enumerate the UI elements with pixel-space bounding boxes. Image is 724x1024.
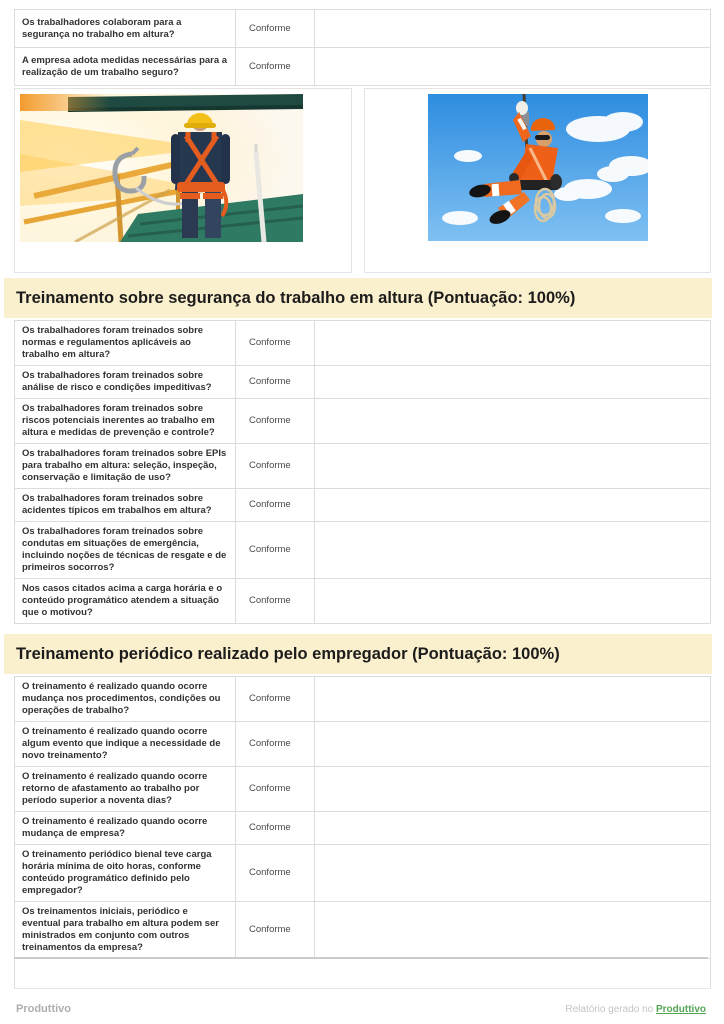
empty-table-tail [14,959,711,989]
answer-text: Conforme [249,460,291,471]
answer-text: Conforme [249,822,291,833]
table-row [15,444,710,489]
question-text: Os trabalhadores foram treinados sobre análise de risco e condições impeditivas? [22,370,212,393]
notes-cell [315,489,710,521]
section-title: Treinamento sobre segurança do trabalho em altura (Pontuação: 100%) [4,278,712,318]
notes-cell [315,444,710,488]
checklist-table-top [14,9,711,86]
answer-text: Conforme [249,867,291,878]
question-text: O treinamento é realizado quando ocorre mudança nos procedimentos, condições ou operações de trabalho? [22,681,221,716]
table-row [15,48,710,86]
question-text: Os trabalhadores foram treinados sobre EPIs para trabalho em altura: seleção, inspeção, conservação e limitação de uso? [22,448,227,483]
table-row [15,399,710,444]
notes-cell [315,579,710,623]
notes-cell [315,722,710,766]
table-row [15,812,710,845]
produttivo-link[interactable]: Produttivo [656,1004,706,1015]
photo-worker-scaffold [20,94,303,242]
answer-text: Conforme [249,499,291,510]
notes-cell [315,812,710,844]
notes-cell [315,48,710,85]
question-text: Os trabalhadores foram treinados sobre normas e regulamentos aplicáveis ao trabalho em altura? [22,325,204,360]
photo-card [14,88,352,273]
question-text: O treinamento é realizado quando ocorre retorno de afastamento ao trabalho por período superior a noventa dias? [22,771,208,806]
question-text: Os treinamentos iniciais, periódico e eventual para trabalho em altura podem ser ministrados em conjunto com outros treinamentos da empresa? [22,906,219,953]
answer-text: Conforme [249,924,291,935]
notes-cell [315,522,710,578]
answer-text: Conforme [249,783,291,794]
question-text: O treinamento periódico bienal teve carga horária mínima de oito horas, conforme conteúdo programático definido pelo empregador? [22,849,212,896]
question-text: A empresa adota medidas necessárias para a realização de um trabalho seguro? [22,54,228,78]
question-text: O treinamento é realizado quando ocorre mudança de empresa? [22,816,208,839]
generated-by-text: Relatório gerado no [565,1004,654,1015]
notes-cell [315,902,710,958]
notes-cell [315,845,710,901]
photo-worker-rope [428,94,648,241]
section-title: Treinamento periódico realizado pelo empregador (Pontuação: 100%) [4,634,712,674]
notes-cell [315,321,710,365]
question-text: Nos casos citados acima a carga horária e o conteúdo programático atendem a situação que o motivou? [22,583,223,618]
question-text: O treinamento é realizado quando ocorre algum evento que indique a necessidade de novo treinamento? [22,726,221,761]
question-text: Os trabalhadores foram treinados sobre condutas em situações de emergência, incluindo noções de técnicas de resgate e de primeiros socorros? [22,526,227,573]
answer-text: Conforme [249,693,291,704]
notes-cell [315,677,710,721]
answer-text: Conforme [249,595,291,606]
notes-cell [315,366,710,398]
generated-by-note [565,1004,706,1015]
checklist-table-section-2 [14,676,711,959]
table-row [15,489,710,522]
notes-cell [315,767,710,811]
table-row [15,677,710,722]
question-text: Os trabalhadores foram treinados sobre riscos potenciais inerentes ao trabalho em altura e medidas de prevenção e controle? [22,403,215,438]
answer-text: Conforme [249,376,291,387]
question-text: Os trabalhadores foram treinados sobre acidentes típicos em trabalhos em altura? [22,493,212,516]
photo-attachments-row [14,88,711,273]
answer-text: Conforme [249,337,291,348]
answer-text: Conforme [249,544,291,555]
answer-text: Conforme [249,415,291,426]
notes-cell [315,399,710,443]
answer-text: Conforme [249,22,291,34]
photo-card [364,88,711,273]
checklist-table-section-1 [14,320,711,624]
table-row [15,522,710,579]
footer-divider [14,957,708,959]
brand-label: Produttivo [16,1003,71,1015]
table-row [15,722,710,767]
table-row [15,366,710,399]
table-row [15,579,710,624]
question-text: Os trabalhadores colaboram para a segurança no trabalho em altura? [22,16,182,40]
table-row [15,321,710,366]
table-row [15,845,710,902]
answer-text: Conforme [249,738,291,749]
answer-text: Conforme [249,60,291,72]
table-row [15,902,710,959]
table-row [15,10,710,48]
table-row [15,767,710,812]
notes-cell [315,10,710,47]
